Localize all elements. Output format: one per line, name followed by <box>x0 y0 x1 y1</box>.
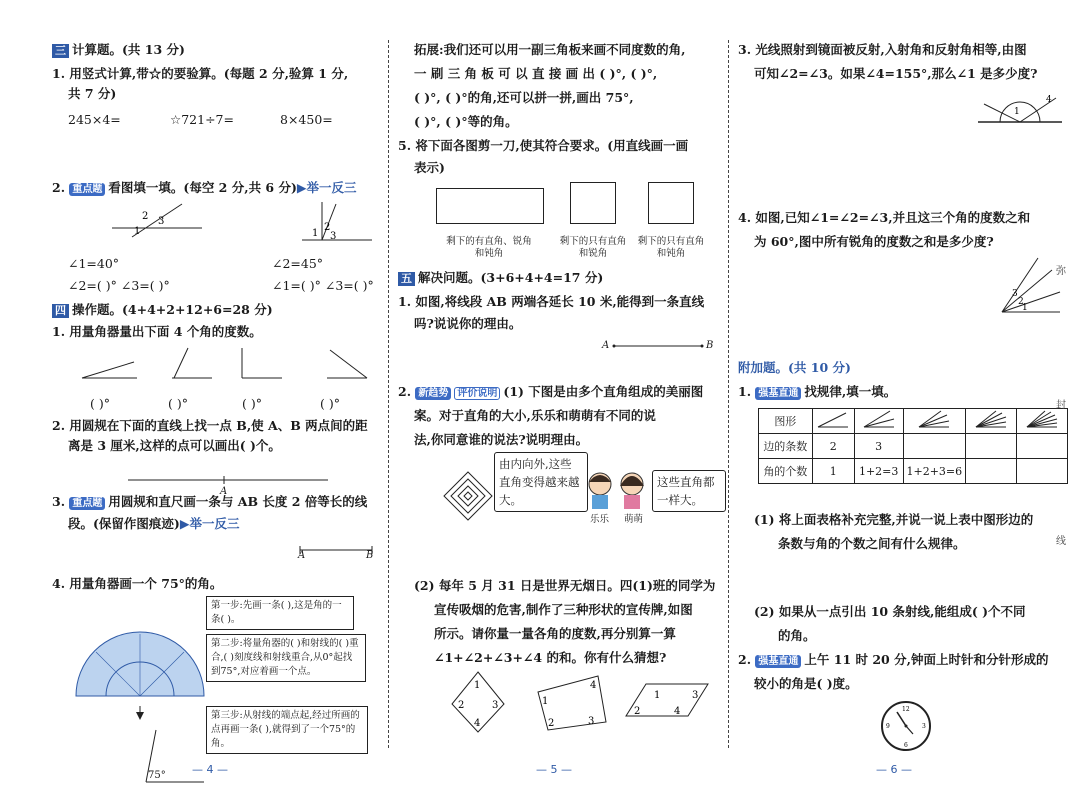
kids-illustration <box>584 470 648 510</box>
problem-2-2-cont: ∠1+∠2+∠3+∠4 的和。你有什么猜想? <box>434 650 667 665</box>
op-question-3-cont: 段。(保留作图痕迹)▶举一反三 <box>68 516 240 531</box>
table-cell: 1 <box>812 459 854 484</box>
svg-text:2: 2 <box>458 700 465 711</box>
table-cell[interactable] <box>1017 434 1068 459</box>
angle-75-label: 75° <box>148 770 166 781</box>
angle-blank[interactable]: ( )° <box>90 396 110 411</box>
poster-shapes <box>438 670 728 734</box>
problem-1-cont: 吗?说说你的理由。 <box>414 316 522 331</box>
page-5-column <box>398 30 723 758</box>
mirror-reflection-figure <box>978 90 1062 130</box>
four-angles-figure <box>82 346 372 390</box>
speech-bubble-lele: 由内向外,这些直角变得越来越大。 <box>494 452 588 512</box>
calc-item: ☆721÷7= <box>170 112 234 127</box>
svg-text:3: 3 <box>588 716 595 727</box>
question-5: 5. 将下面各图剪一刀,使其符合要求。(用直线画一画 <box>398 138 689 153</box>
problem-2-2-cont: 宣传吸烟的危害,制作了三种形状的宣传牌,如图 <box>434 602 693 617</box>
cut-label: 剩下的有直角、锐角和钝角 <box>446 236 532 259</box>
svg-text:3: 3 <box>158 216 165 227</box>
column-divider <box>728 40 729 748</box>
svg-text:2: 2 <box>142 211 149 222</box>
extra-question-1-1-cont: 条数与角的个数之间有什么规律。 <box>778 536 966 551</box>
rays-2-icon <box>818 411 848 429</box>
nested-right-angles <box>442 470 494 522</box>
segment-ab <box>298 542 374 562</box>
angle-blank[interactable]: ( )° <box>168 396 188 411</box>
figure-a-blanks[interactable]: ∠2=( )° ∠3=( )° <box>68 278 170 293</box>
svg-text:4: 4 <box>674 706 681 717</box>
svg-text:2: 2 <box>1018 297 1024 307</box>
svg-text:2: 2 <box>634 706 641 717</box>
extra-question-1-1: (1) 将上面表格补充完整,并说一说上表中图形边的 <box>754 512 1034 527</box>
page-number: — 5 — <box>536 763 572 776</box>
table-cell: 1+2=3 <box>854 459 903 484</box>
figure-b-blanks[interactable]: ∠1=( )° ∠3=( )° <box>272 278 374 293</box>
rectangle-shape <box>436 188 544 224</box>
op-question-3: 3. 重点题 用圆规和直尺画一条与 AB 长度 2 倍等长的线 <box>52 494 368 509</box>
svg-text:2: 2 <box>548 718 555 729</box>
svg-text:4: 4 <box>474 718 481 729</box>
point-label: A <box>220 486 228 497</box>
extra-question-2: 2. 强基直通 上午 11 时 20 分,钟面上时针和分针形成的 <box>738 652 1049 667</box>
extension-text: 拓展:我们还可以用一副三角板来画不同度数的角, <box>414 42 686 57</box>
op-question-4: 4. 用量角器画一个 75°的角。 <box>52 576 223 591</box>
rays-4-icon <box>919 411 949 429</box>
calc-item: 8×450= <box>280 112 333 127</box>
question-2: 2. 重点题 看图填一填。(每空 2 分,共 6 分)▶举一反三 <box>52 180 357 195</box>
svg-text:3: 3 <box>1012 289 1018 299</box>
question-5-cont: 表示) <box>414 160 445 175</box>
svg-text:1: 1 <box>1022 303 1028 313</box>
table-cell[interactable] <box>903 434 966 459</box>
calc-item: 245×4= <box>68 112 121 127</box>
extra-question-2-cont: 较小的角是( )度。 <box>754 676 858 691</box>
rays-3-icon <box>864 411 894 429</box>
svg-text:1: 1 <box>654 690 661 701</box>
table-cell: 3 <box>854 434 903 459</box>
table-cell: 2 <box>812 434 854 459</box>
point-label: B <box>366 550 374 561</box>
step-3-box: 第三步:从射线的端点起,经过所画的点再画一条( ),就得到了一个75°的角。 <box>206 706 368 754</box>
svg-text:9: 9 <box>886 723 890 730</box>
svg-text:1: 1 <box>312 228 319 239</box>
problem-2-cont: 法,你同意谁的说法?说明理由。 <box>414 432 589 447</box>
step-2-box: 第二步:将量角器的( )和射线的( )重合,( )刻度线和射线重合,从0°起找到75°,对应着画一个点。 <box>206 634 366 682</box>
point-label: A <box>298 550 306 561</box>
angle-blank[interactable]: ( )° <box>320 396 340 411</box>
speech-bubble-mengmeng: 这些直角都一样大。 <box>652 470 726 512</box>
point-label: A <box>602 340 610 351</box>
clock-icon <box>880 700 932 752</box>
page-number: — 6 — <box>876 763 912 776</box>
svg-text:3: 3 <box>330 231 337 242</box>
rays-6-icon <box>1027 411 1057 429</box>
svg-text:12: 12 <box>902 706 910 713</box>
point-label: B <box>706 340 714 351</box>
extra-question-1: 1. 强基直通 找规律,填一填。 <box>738 384 897 399</box>
square-shape <box>570 182 616 224</box>
cut-label: 剩下的只有直角和锐角 <box>559 236 627 259</box>
binding-mark: 封 <box>1056 400 1066 411</box>
table-row-header: 图形 <box>759 409 813 434</box>
angle-figure-b <box>302 202 372 244</box>
page-4-column <box>52 30 382 781</box>
problem-2: 2. 新趋势 评价说明 (1) 下图是由多个直角组成的美丽图 <box>398 384 704 399</box>
svg-text:2: 2 <box>324 222 331 233</box>
page-6-column <box>738 30 1068 758</box>
figure-b-given: ∠2=45° <box>272 256 324 271</box>
svg-text:3: 3 <box>492 700 499 711</box>
question-1: 1. 用竖式计算,带☆的要验算。(每题 2 分,验算 1 分, <box>52 66 349 81</box>
svg-text:4: 4 <box>1046 95 1052 105</box>
extra-section-heading: 附加题。(共 10 分) <box>738 360 851 375</box>
question-1-cont: 共 7 分) <box>68 86 117 101</box>
problem-2-2-cont: 所示。请你量一量各角的度数,再分别算一算 <box>434 626 676 641</box>
problem-1: 1. 如图,将线段 AB 两端各延长 10 米,能得到一条直线 <box>398 294 705 309</box>
rays-5-icon <box>976 411 1006 429</box>
extension-text: ( )°, ( )°的角,还可以拼一拼,画出 75°, <box>414 90 634 105</box>
svg-text:1: 1 <box>1014 107 1020 117</box>
table-cell[interactable] <box>966 434 1017 459</box>
figure-a-given: ∠1=40° <box>68 256 120 271</box>
column-divider <box>388 40 389 748</box>
question-3: 3. 光线照射到镜面被反射,入射角和反射角相等,由图 <box>738 42 1027 57</box>
table-cell[interactable] <box>966 459 1017 484</box>
segment-ab <box>612 340 704 352</box>
svg-text:3: 3 <box>692 690 699 701</box>
question-4-cont: 为 60°,图中所有锐角的度数之和是多少度? <box>754 234 994 249</box>
extension-text: 一 刷 三 角 板 可 以 直 接 画 出 ( )°, ( )°, <box>414 66 658 81</box>
question-4: 4. 如图,已知∠1=∠2=∠3,并且这三个角的度数之和 <box>738 210 1031 225</box>
extension-text: ( )°, ( )°等的角。 <box>414 114 518 129</box>
table-row-header: 边的条数 <box>759 434 813 459</box>
op-question-1: 1. 用量角器量出下面 4 个角的度数。 <box>52 324 262 339</box>
step-1-box: 第一步:先画一条( ),这是角的一条( )。 <box>206 596 354 630</box>
problem-2-cont: 案。对于直角的大小,乐乐和萌萌有不同的说 <box>414 408 656 423</box>
pattern-table <box>758 408 1068 484</box>
op-question-2-cont: 离是 3 厘米,这样的点可以画出( )个。 <box>68 438 281 453</box>
cut-label: 剩下的只有直角和钝角 <box>637 236 705 259</box>
svg-text:3: 3 <box>922 723 926 730</box>
svg-text:1: 1 <box>542 696 549 707</box>
angle-blank[interactable]: ( )° <box>242 396 262 411</box>
page-number: — 4 — <box>192 763 228 776</box>
protractor <box>76 626 206 756</box>
table-row-header: 角的个数 <box>759 459 813 484</box>
table-cell: 1+2+3=6 <box>903 459 966 484</box>
three-equal-angles-figure <box>1000 256 1062 316</box>
kid-name: 萌萌 <box>624 514 644 525</box>
problem-2-2: (2) 每年 5 月 31 日是世界无烟日。四(1)班的同学为 <box>414 578 716 593</box>
extra-question-1-2-cont: 的角。 <box>778 628 816 643</box>
section-5-heading: 五 解决问题。(3+6+4+4=17 分) <box>398 268 603 287</box>
svg-text:1: 1 <box>134 226 141 237</box>
op-question-2: 2. 用圆规在下面的直线上找一点 B,使 A、B 两点间的距 <box>52 418 368 433</box>
section-3-heading: 三 计算题。(共 13 分) <box>52 40 185 59</box>
table-cell[interactable] <box>1017 459 1068 484</box>
question-3-cont: 可知∠2=∠3。如果∠4=155°,那么∠1 是多少度? <box>754 66 1038 81</box>
svg-text:4: 4 <box>590 680 597 691</box>
extra-question-1-2: (2) 如果从一点引出 10 条射线,能组成( )个不同 <box>754 604 1026 619</box>
kid-name: 乐乐 <box>590 514 610 525</box>
square-shape <box>648 182 694 224</box>
svg-text:6: 6 <box>904 742 908 749</box>
svg-text:1: 1 <box>474 680 481 691</box>
section-4-heading: 四 操作题。(4+4+2+12+6=28 分) <box>52 300 273 319</box>
angle-figure-a <box>112 202 202 242</box>
binding-mark: 线 <box>1056 536 1066 547</box>
binding-mark: 弥 <box>1056 266 1066 277</box>
